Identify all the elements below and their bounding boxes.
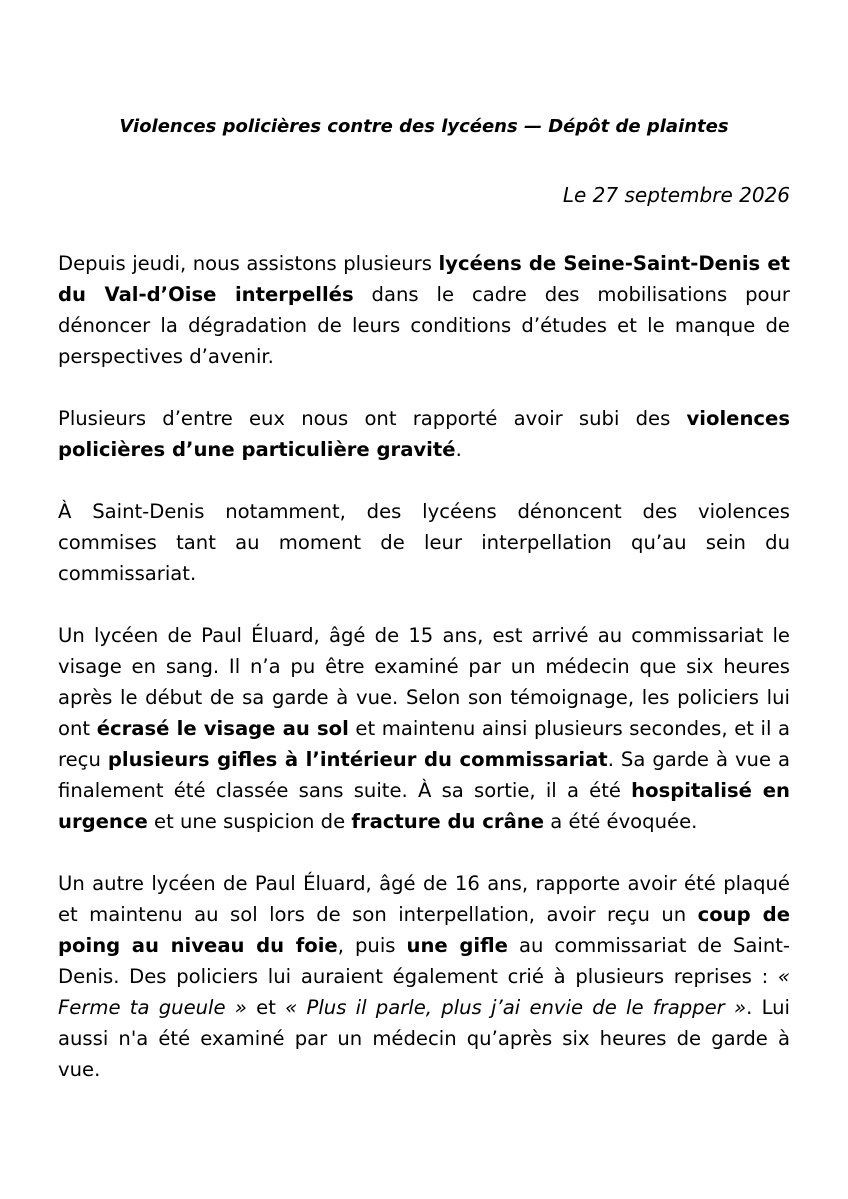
italic-quote: « Plus il parle, plus j’ai envie de le frapper »	[285, 996, 747, 1019]
paragraph-4	[58, 620, 790, 837]
bold-text: violences policières d’une particulière gravité	[58, 407, 790, 461]
paragraph-3	[58, 496, 790, 589]
text-run: et maintenu ainsi plusieurs secondes, et il a reçu	[58, 717, 790, 771]
text-run: dans le cadre des mobilisations pour dénoncer la dégradation de leurs conditions d’études et le manque de perspectives d’avenir.	[58, 283, 790, 368]
document-title: Violences policières contre des lycéens — Dépôt de plaintes	[119, 116, 729, 137]
text-run: Un lycéen de Paul Éluard, âgé de 15 ans, est arrivé au commissariat le visage en sang. Il n’a pu être examiné par un médecin que six heures après le début de sa garde à vue. Selon son témoignage, les policiers lui ont	[58, 624, 790, 740]
bold-text: fracture du crâne	[351, 810, 545, 833]
italic-quote: « Ferme ta gueule »	[58, 965, 790, 1019]
text-run: a été évoquée.	[544, 810, 698, 833]
text-run: Plusieurs d’entre eux nous ont rapporté avoir subi des	[58, 407, 687, 430]
document-date: Le 27 septembre 2026	[562, 183, 790, 207]
text-run: Un autre lycéen de Paul Éluard, âgé de 16 ans, rapporte avoir été plaqué et maintenu au sol lors de son interpellation, avoir reçu un	[58, 872, 790, 926]
bold-text: plusieurs gifles à l’intérieur du commissariat	[107, 748, 608, 771]
text-run: . Sa garde à vue a finalement été classée sans suite. À sa sortie, il a été	[58, 748, 790, 802]
text-run: au commissariat de Saint-Denis. Des policiers lui auraient également crié à plusieurs reprises :	[58, 934, 791, 988]
bold-text: écrasé le visage au sol	[96, 717, 349, 740]
bold-text: hospitalisé en urgence	[58, 779, 790, 833]
bold-text: une gifle	[406, 934, 508, 957]
paragraph-2	[58, 403, 790, 465]
text-run: et une suspicion de	[147, 810, 352, 833]
bold-text: lycéens de Seine-Saint-Denis et du Val-d’Oise interpellés	[58, 252, 790, 306]
text-run: À Saint-Denis notamment, des lycéens dénoncent des violences commises tant au moment de leur interpellation qu’au sein du commissariat.	[58, 500, 790, 585]
text-run: .	[455, 438, 462, 461]
text-run: et	[246, 996, 286, 1019]
text-run: Depuis jeudi, nous assistons plusieurs	[58, 252, 439, 275]
document-body	[58, 248, 790, 1116]
text-run: , puis	[337, 934, 407, 957]
paragraph-1	[58, 248, 790, 372]
text-run: . Lui aussi n'a été examiné par un médecin qu’après six heures de garde à vue.	[58, 996, 790, 1081]
paragraph-5	[58, 868, 790, 1085]
bold-text: coup de poing au niveau du foie	[58, 903, 790, 957]
